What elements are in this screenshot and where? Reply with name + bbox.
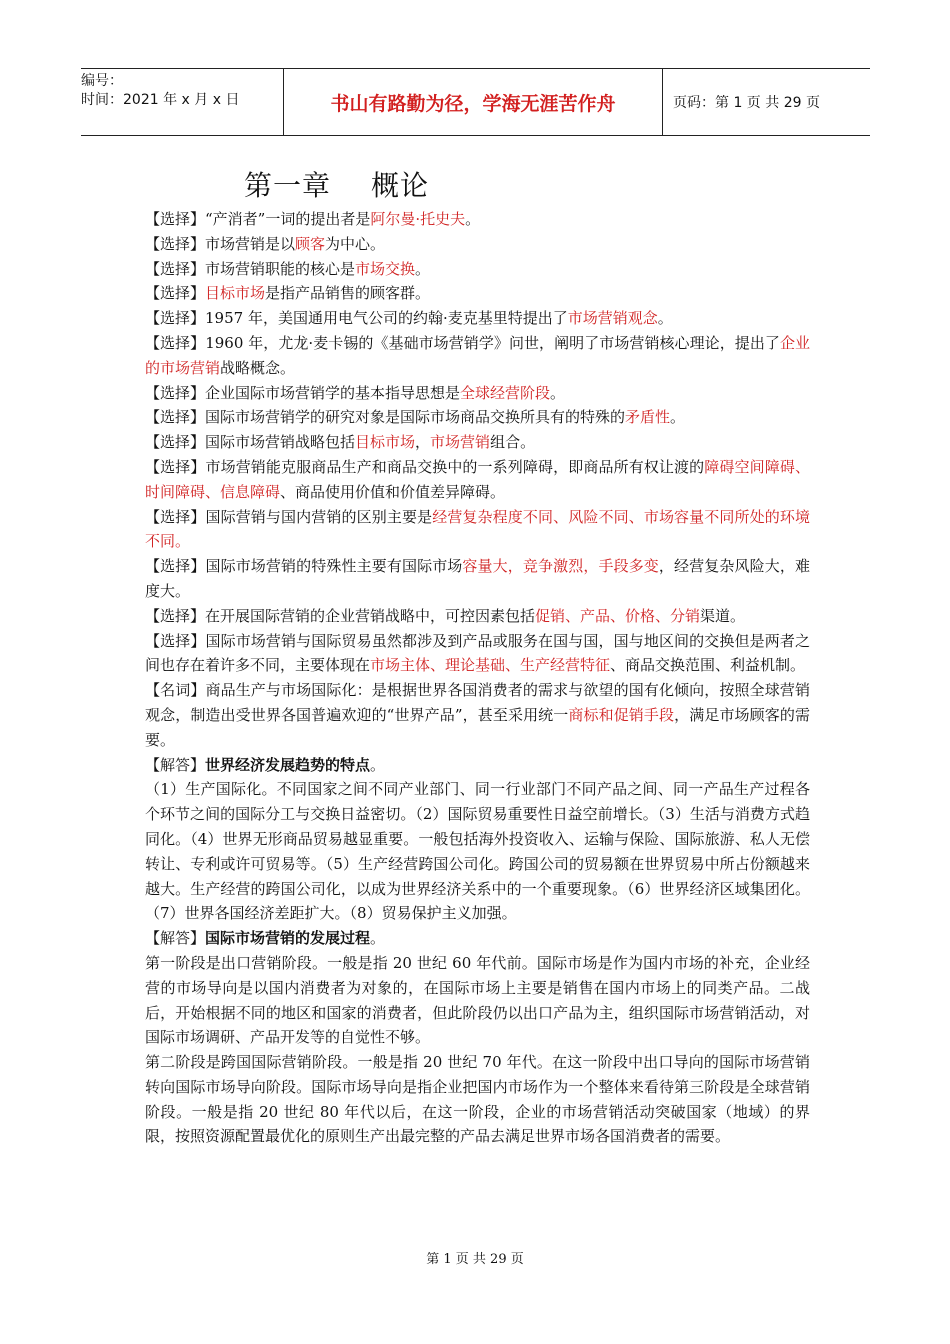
text-run: 。: [465, 210, 481, 228]
text-run: 【选择】市场营销能克服商品生产和商品交换中的一系列障碍，即商品所有权让渡的: [145, 457, 705, 476]
paragraph: [145, 505, 810, 555]
text-run: 第二阶段是跨国国际营销阶段。一般是指 20 世纪 70 年代。在这一阶段中出口导向的国际市场营销转向国际市场导向阶段。国际市场导向是指企业把国内市场作为一个整体来看待第三阶段是全球营销阶段。一般是指 20 世纪 80 年代以后，在这一阶段，企业的市场营销活动突破国家（地域）的界限，按照资源配置最优化的原则生产出最完整的产品去满足世界市场各国消费者的需要。: [145, 1053, 810, 1146]
text-run: 【选择】在开展国际营销的企业营销战略中，可控因素包括: [145, 606, 536, 625]
header-page-info: 页码：第 1 页 共 29 页: [673, 95, 820, 111]
paragraph: [145, 257, 810, 282]
text-run: 组合。: [490, 433, 536, 452]
highlighted-text: 障碍空间障碍、时间障碍、信息障碍: [145, 457, 810, 501]
text-run: 战略概念。: [220, 358, 296, 377]
paragraph: [145, 306, 810, 331]
bold-text: 国际市场营销的发展过程: [205, 929, 371, 948]
document-body: [145, 207, 810, 1149]
text-run: 、商品使用价值和价值差异障碍。: [280, 482, 506, 501]
paragraph: [145, 1050, 810, 1149]
text-run: 【选择】企业国际市场营销学的基本指导思想是: [145, 383, 461, 402]
text-run: 。: [657, 309, 673, 328]
page-header: [81, 68, 870, 136]
highlighted-text: 商标和促销手段: [568, 705, 675, 724]
code-label: 编号：: [81, 73, 123, 89]
chapter-title: [244, 164, 429, 204]
paragraph: [145, 753, 810, 778]
paragraph: [145, 430, 810, 455]
paragraph: [145, 281, 810, 306]
paragraph: [145, 207, 810, 232]
date-label: 时间：2021 年 x 月 x 日: [81, 92, 240, 108]
page-footer: 第 1 页 共 29 页: [426, 1252, 524, 1267]
highlighted-text: 顾客: [295, 234, 326, 253]
paragraph: [145, 777, 810, 926]
paragraph: [145, 232, 810, 257]
paragraph: [145, 405, 810, 430]
text-run: 【选择】国际营销与国内营销的区别主要是: [145, 507, 433, 526]
text-run: 【选择】市场营销是以: [145, 234, 296, 253]
text-run: 【选择】1960 年，尤龙·麦卡锡的《基础市场营销学》问世，阐明了市场营销核心理论，提出了: [145, 333, 780, 352]
text-run: 【选择】1957 年，美国通用电气公司的约翰·麦克基里特提出了: [145, 309, 568, 328]
text-run: 、商品交换范围、利益机制。: [610, 656, 806, 675]
paragraph: [145, 678, 810, 752]
header-motto: 书山有路勤为径，学海无涯苦作舟: [283, 69, 663, 135]
highlighted-text: 全球经营阶段: [460, 383, 551, 402]
header-meta: [81, 69, 283, 135]
paragraph: [145, 629, 810, 679]
highlighted-text: 企业的市场营销: [145, 333, 810, 377]
text-run: 【选择】国际市场营销战略包括: [145, 433, 356, 452]
text-run: 。: [415, 259, 431, 278]
text-run: （1）生产国际化。不同国家之间不同产业部门、同一行业部门不同产品之间、同一产品生产过程各个环节之间的国际分工与交换日益密切。（2）国际贸易重要性日益空前增长。（3）生活与消费方式趋同化。（4）世界无形商品贸易越显重要。一般包括海外投资收入、运输与保险、国际旅游、私人无偿转让、专利或许可贸易等。（5）生产经营跨国公司化。跨国公司的贸易额在世界贸易中所占份额越来越大。生产经营的跨国公司化，以成为世界经济关系中的一个重要现象。（6）世界经济区域集团化。（7）世界各国经济差距扩大。（8）贸易保护主义加强。: [145, 780, 810, 923]
highlighted-text: 促销、产品、价格、分销: [535, 606, 701, 625]
highlighted-text: 市场交换: [355, 259, 416, 278]
highlighted-text: 经营复杂程度不同、风险不同、市场容量不同所处的环境不同。: [145, 507, 810, 551]
text-run: 为中心。: [325, 234, 386, 253]
text-run: 【解答】: [145, 929, 206, 948]
highlighted-text: 市场营销: [430, 433, 491, 452]
highlighted-text: 市场营销观念: [567, 309, 658, 328]
text-run: ，: [415, 433, 431, 452]
chapter-number: 第一章: [244, 169, 332, 202]
text-run: ，满足市场顾客的需要。: [145, 705, 810, 749]
text-run: 【解答】: [145, 755, 206, 774]
text-run: 是指产品销售的顾客群。: [265, 284, 431, 303]
text-run: 渠道。: [700, 606, 746, 625]
highlighted-text: 矛盾性: [625, 408, 671, 427]
chapter-name: 概论: [371, 169, 430, 202]
highlighted-text: 目标市场: [205, 284, 266, 303]
text-run: 。: [370, 929, 386, 948]
highlighted-text: 市场主体、理论基础、生产经营特征: [370, 656, 611, 675]
text-run: 【选择】: [145, 284, 206, 303]
text-run: 【选择】国际市场营销学的研究对象是国际市场商品交换所具有的特殊的: [145, 408, 626, 427]
text-run: 【选择】国际市场营销与国际贸易虽然都涉及到产品或服务在国与国，国与地区间的交换但是两者之间也存在着许多不同，主要体现在: [145, 631, 810, 675]
text-run: 。: [670, 408, 686, 427]
paragraph: [145, 554, 810, 604]
paragraph: [145, 381, 810, 406]
paragraph: [145, 331, 810, 381]
highlighted-text: 阿尔曼·托史夫: [370, 210, 466, 228]
paragraph: [145, 604, 810, 629]
text-run: 【选择】市场营销职能的核心是: [145, 259, 356, 278]
text-run: 。: [550, 383, 566, 402]
text-run: 。: [370, 755, 386, 774]
paragraph: [145, 455, 810, 505]
text-run: ，经营复杂风险大，难度大。: [145, 557, 810, 600]
text-run: 【选择】国际市场营销的特殊性主要有国际市场: [145, 557, 463, 576]
text-run: 第一阶段是出口营销阶段。一般是指 20 世纪 60 年代前。国际市场是作为国内市场的补充，企业经营的市场导向是以国内消费者为对象的，在国际市场上主要是销售在国内市场上的同类产品。二战后，开始根据不同的地区和国家的消费者，但此阶段仍以出口产品为主，组织国际市场营销活动，对国际市场调研、产品开发等的自觉性不够。: [145, 953, 810, 1047]
paragraph: [145, 926, 810, 951]
bold-text: 世界经济发展趋势的特点: [205, 755, 371, 774]
text-run: 【名词】商品生产与市场国际化：是根据世界各国消费者的需求与欲望的国有化倾向，按照全球营销观念，制造出受世界各国普遍欢迎的“世界产品”，甚至采用统一: [145, 681, 810, 724]
highlighted-text: 目标市场: [355, 433, 416, 452]
highlighted-text: 容量大，竞争激烈，手段多变: [462, 557, 659, 576]
paragraph: [145, 951, 810, 1050]
text-run: 【选择】“产消者”一词的提出者是: [145, 210, 371, 228]
